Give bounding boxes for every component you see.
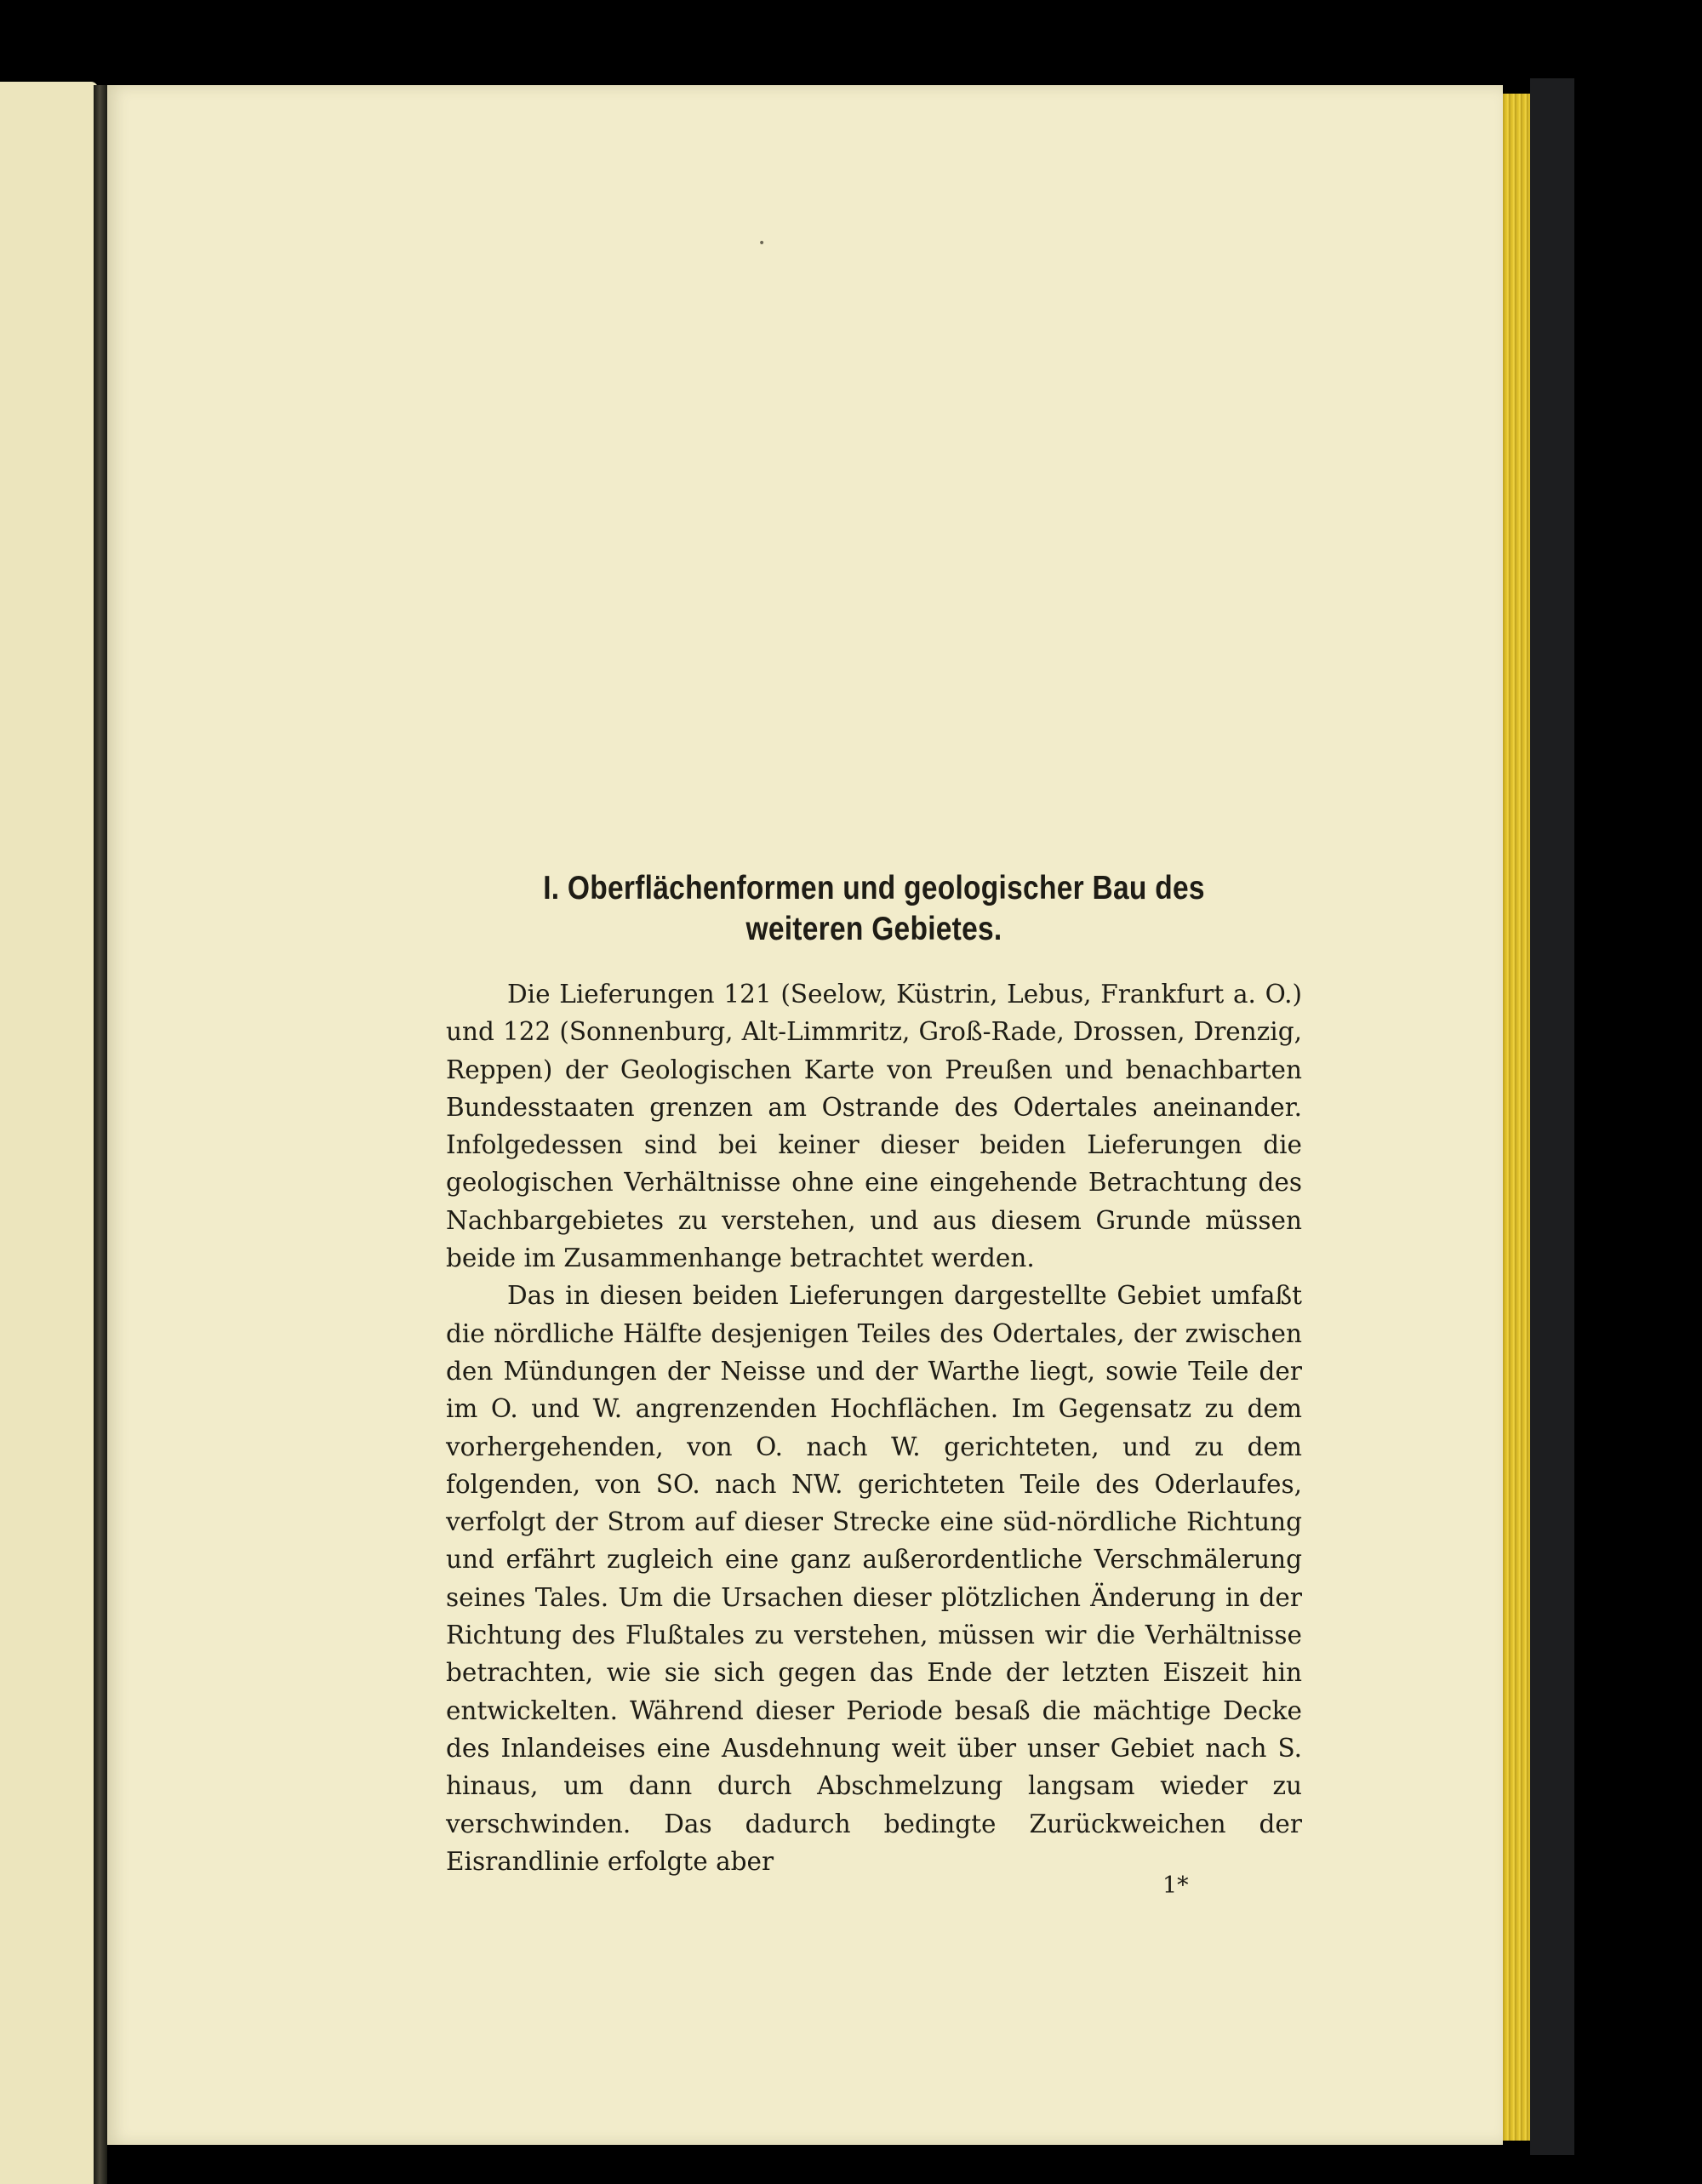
dust-mark: • [758, 237, 766, 250]
left-page-edge [0, 82, 98, 2184]
paragraph-1: Die Lieferungen 121 (Seelow, Küstrin, Lebus, Frankfurt a. O.) und 122 (Sonnenburg, Alt-Limmritz, Groß-Rade, Drossen, Drenzig, Reppen) der Geologischen Karte von Preußen und benachbarten Bundesstaaten grenzen am Ostrande des Odertales aneinander. Infolgedessen sind bei keiner dieser beiden Lieferungen die geologischen Verhältnisse ohne eine eingehende Betrachtung des Nachbargebietes zu verstehen, und aus diesem Grunde müssen beide im Zusammenhange betrachtet werden. [446, 980, 1302, 1273]
chapter-title: I. Oberflächenformen und geologischer Bau des weiteren Gebietes. [543, 870, 1205, 947]
paragraph-2: Das in diesen beiden Lieferungen dargestellte Gebiet umfaßt die nördliche Hälfte desjenigen Teiles des Odertales, der zwischen den Mündungen der Neisse und der Warthe liegt, sowie Teile der im O. und W. angrenzenden Hochflächen. Im Gegensatz zu dem vorhergehenden, von O. nach W. gerichteten, und zu dem folgenden, von SO. nach NW. gerichteten Teile des Oderlaufes, verfolgt der Strom auf dieser Strecke eine süd-nördliche Richtung und erfährt zugleich eine ganz außerordentliche Verschmälerung seines Tales. Um die Ursachen dieser plötzlichen Änderung in der Richtung des Flußtales zu verstehen, müssen wir die Verhältnisse betrachten, wie sie sich gegen das Ende der letzten Eiszeit hin entwickelten. Während dieser Periode besaß die mächtige Decke des Inlandeises eine Ausdehnung weit über unser Gebiet nach S. hinaus, um dann durch Abschmelzung langsam wieder zu verschwinden. Das dadurch bedingte Zurückweichen der Eisrandlinie erfolgte aber [446, 1281, 1302, 1876]
book-cover [1530, 78, 1574, 2155]
book-spine [94, 85, 107, 2184]
book-page [107, 85, 1503, 2145]
page-number: 1* [1162, 1872, 1189, 1899]
page-edges [1499, 94, 1530, 2141]
page-content [446, 868, 1302, 1880]
